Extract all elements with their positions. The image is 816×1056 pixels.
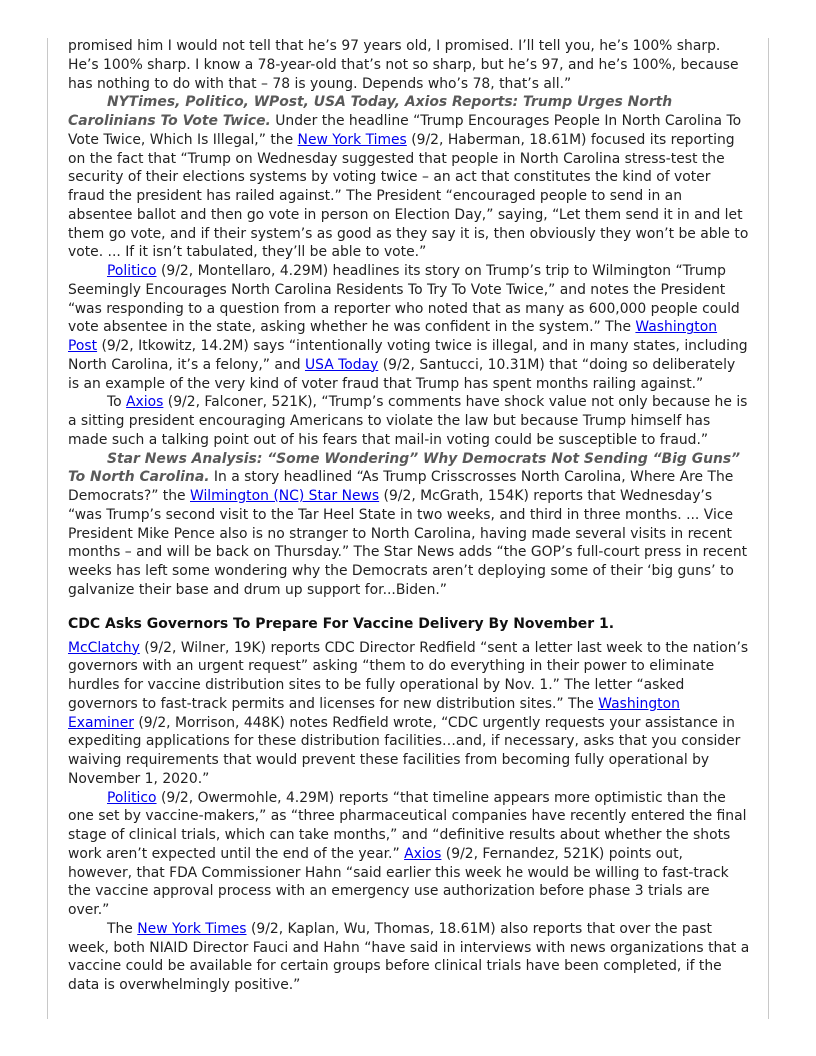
paragraph-star-news: Star News Analysis: “Some Wondering” Why Democrats Not Sending “Big Guns” To North Carolina. In a story headlined “As Trump Crisscrosses North Carolina, Where Are The Democrats?” the Wilmington (NC) Star News (9/2, McGrath, 154K) reports that Wednesday’s “was Trump’s second visit to the Tar Heel State in two weeks, and third in three months. ... Vice President Mike Pence also is no stranger to North Carolina, having made several visits in recent months – and will be back on Thursday.” The Star News adds “the GOP’s full-court press in recent weeks has left some wondering why the Democrats aren’t deploying some of their ‘big guns’ to galvanize their base and drum up support for...Biden.”: [68, 450, 748, 598]
link-usa-today[interactable]: USA Today: [304, 356, 379, 373]
link-politico[interactable]: Politico: [107, 263, 157, 279]
paragraph-mcclatchy: McClatchy (9/2, Wilner, 19K) reports CDC Director Redfield “sent a letter last week to the nation’s governors with an urgent request” asking “them to do everything in their power to eliminate hurdles for vaccine distribution sites to be fully operational by Nov. 1.” The letter “asked governors to fast-track permits and licenses for new distribution sites.” The Washington Examiner (9/2, Morrison, 448K) notes Redfield wrote, “CDC urgently requests your assistance in expediting applications for these distribution facilities…and, if necessary, asks that you consider waiving requirements that would prevent these facilities from becoming fully operational by November 1, 2020.”: [68, 639, 749, 787]
paragraph-politico: Politico (9/2, Montellaro, 4.29M) headlines its story on Trump’s trip to Wilmington “Trump Seemingly Encourages North Carolina Residents To Try To Vote Twice,” and notes the President “was responding to a question from a reporter who noted that as many as 600,000 people could vote absentee in the state, asking whether he was confident in the system.” The Washington Post (9/2, Itkowitz, 14.2M) says “intentionally voting twice is illegal, and in many states, including North Carolina, it’s a felony,” and USA Today (9/2, Santucci, 10.31M) that “doing so deliberately is an example of the very kind of voter fraud that Trump has spent months railing against.”: [68, 263, 748, 392]
link-washington-post[interactable]: Washington Post: [68, 319, 718, 354]
story-headline: NYTimes, Politico, WPost, USA Today, Axios Reports: Trump Urges North Carolinians To Vote Twice.: [68, 94, 673, 129]
left-margin-rule: [47, 38, 48, 1019]
right-margin-rule: [768, 38, 769, 1019]
link-axios[interactable]: Axios: [126, 394, 164, 411]
paragraph-politico-timeline: Politico (9/2, Owermohle, 4.29M) reports “that timeline appears more optimistic than the one set by vaccine-makers,” as “three pharmaceutical companies have recently entered the final stage of clinical trials, which can take months,” and “definitive results about whether the shots work aren’t expected until the end of the year.” Axios (9/2, Fernandez, 521K) points out, however, that FDA Commissioner Hahn “said earlier this week he would be willing to fast-track the vaccine approval process with an emergency use authorization before phase 3 trials are over.”: [68, 789, 747, 918]
link-politico[interactable]: Politico: [107, 789, 157, 806]
section-title: CDC Asks Governors To Prepare For Vaccine Delivery By November 1.: [68, 615, 615, 632]
paragraph-nyt-fauci: The New York Times (9/2, Kaplan, Wu, Thomas, 18.61M) also reports that over the past week, both NIAID Director Fauci and Hahn “have said in interviews with news organizations that a vaccine could be available for certain groups before clinical trials have been completed, if the data is overwhelmingly positive.”: [68, 920, 750, 993]
link-mcclatchy[interactable]: McClatchy: [68, 639, 140, 656]
story-headline: Star News Analysis: “Some Wondering” Why Democrats Not Sending “Big Guns” To North Carolina.: [68, 450, 741, 486]
link-washington-examiner[interactable]: Washington Examiner: [68, 695, 680, 731]
document-body: [68, 37, 750, 995]
paragraph-quote-continuation: promised him I would not tell that he’s 97 years old, I promised. I’ll tell you, he’s 100% sharp. He’s 100% sharp. I know a 78-year-old that’s not so sharp, but he’s 97, and he’s 100%, because has nothing to do with that – 78 is young. Depends who’s 78, that’s all.”: [68, 38, 739, 92]
link-axios[interactable]: Axios: [404, 845, 442, 862]
link-new-york-times[interactable]: New York Times: [297, 131, 407, 148]
paragraph-vote-twice: NYTimes, Politico, WPost, USA Today, Axios Reports: Trump Urges North Carolinians To Vote Twice. Under the headline “Trump Encourages People In North Carolina To Vote Twice, Which Is Illegal,” the New York Times (9/2, Haberman, 18.61M) focused its reporting on the fact that “Trump on Wednesday suggested that people in North Carolina stress-test the security of their elections systems by voting twice – an act that constitutes the kind of voter fraud the president has railed against.” The President “encouraged people to send in an absentee ballot and then go vote in person on Election Day,” saying, “Let them send it in and let them go vote, and if their system’s as good as they say it is, then obviously they won’t be able to vote. ... If it isn’t tabulated, they’ll be able to vote.”: [68, 94, 749, 261]
link-wilmington-star-news[interactable]: Wilmington (NC) Star News: [190, 488, 380, 504]
paragraph-axios: To Axios (9/2, Falconer, 521K), “Trump’s comments have shock value not only because he is a sitting president encouraging Americans to violate the law but because Trump himself has made such a talking point out of his fears that mail-in voting could be susceptible to fraud.”: [68, 394, 748, 448]
link-new-york-times[interactable]: New York Times: [137, 920, 247, 937]
